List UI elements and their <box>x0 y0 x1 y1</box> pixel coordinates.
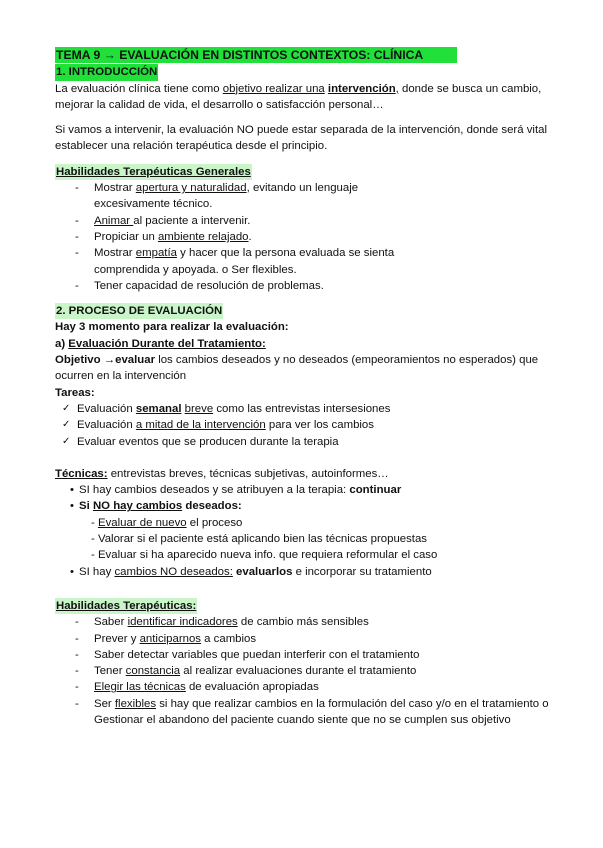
list-item: - Propiciar un ambiente relajado. <box>55 229 573 245</box>
no-changes-sublist <box>79 515 573 564</box>
skills-heading: Habilidades Terapéuticas: <box>55 598 197 614</box>
moments-line: Hay 3 momento para realizar la evaluación: <box>55 321 289 334</box>
objective-line: Objetivo →evaluar los cambios deseados y no deseados (empeoramientos no esperados) que ocurren en la intervención <box>55 354 539 383</box>
intro-paragraph-2: Si vamos a intervenir, la evaluación NO puede estar separada de la intervención, donde será vital establecer una relación terapéutica desde el principio. <box>55 124 547 153</box>
techniques-list <box>55 482 573 580</box>
process-heading: 2. PROCESO DE EVALUACIÓN <box>55 303 223 319</box>
list-item: - Evaluar si ha aparecido nueva info. que requiera reformular el caso <box>91 549 438 562</box>
list-item: - Valorar si el paciente está aplicando bien las técnicas propuestas <box>91 533 428 546</box>
list-item: • Si NO hay cambios deseados: - Evaluar de nuevo el proceso - Valorar si el paciente está aplicando bien las técnicas propuestas - Evaluar si ha aparecido nueva info. que requiera reformular el caso <box>55 498 573 563</box>
list-item: - Evaluar de nuevo el proceso <box>91 516 243 529</box>
list-item: - Saber detectar variables que puedan interferir con el tratamiento <box>55 647 573 663</box>
list-item: - Animar al paciente a intervenir. <box>55 213 573 229</box>
skills-list <box>55 614 573 728</box>
general-skills-heading: Habilidades Terapéuticas Generales <box>55 164 252 180</box>
list-item: - Ser flexibles si hay que realizar cambios en la formulación del caso y/o en el tratamiento o Gestionar el abandono del paciente cuando siente que no se cumplen sus objetivo <box>55 696 573 729</box>
tasks-list <box>55 401 573 450</box>
arrow-icon: → <box>103 354 116 367</box>
list-item: - Mostrar apertura y naturalidad, evitando un lenguaje excesivamente técnico. <box>55 180 573 213</box>
intro-heading: 1. INTRODUCCIÓN <box>55 64 158 80</box>
list-item: • SI hay cambios NO deseados: evaluarlos e incorporar su tratamiento <box>55 564 573 580</box>
general-skills-list <box>55 180 573 294</box>
list-item: - Prever y anticiparnos a cambios <box>55 631 573 647</box>
document-title: TEMA 9 → EVALUACIÓN EN DISTINTOS CONTEXTOS: CLÍNICA <box>55 47 457 63</box>
tasks-label: Tareas: <box>55 386 95 399</box>
list-item: - Elegir las técnicas de evaluación apropiadas <box>55 679 573 695</box>
list-item: - Tener capacidad de resolución de problemas. <box>55 278 573 294</box>
list-item: • SI hay cambios deseados y se atribuyen a la terapia: continuar <box>55 482 573 498</box>
list-item: - Saber identificar indicadores de cambio más sensibles <box>55 614 573 630</box>
techniques-line: Técnicas: entrevistas breves, técnicas subjetivas, autoinformes… <box>55 467 389 480</box>
intro-paragraph-1: La evaluación clínica tiene como objetivo realizar una intervención, donde se busca un cambio, mejorar la calidad de vida, el desarrollo o satisfacción personal… <box>55 82 542 111</box>
list-item: ✓ Evaluación semanal breve como las entrevistas intersesiones <box>55 401 573 417</box>
list-item: - Mostrar empatía y hacer que la persona evaluada se sienta comprendida y apoyada. o Ser flexibles. <box>55 245 573 278</box>
section-a-title: a) Evaluación Durante del Tratamiento: <box>55 337 266 350</box>
list-item: ✓ Evaluar eventos que se producen durante la terapia <box>55 434 573 450</box>
list-item: ✓ Evaluación a mitad de la intervención para ver los cambios <box>55 417 573 433</box>
list-item: - Tener constancia al realizar evaluaciones durante el tratamiento <box>55 663 573 679</box>
